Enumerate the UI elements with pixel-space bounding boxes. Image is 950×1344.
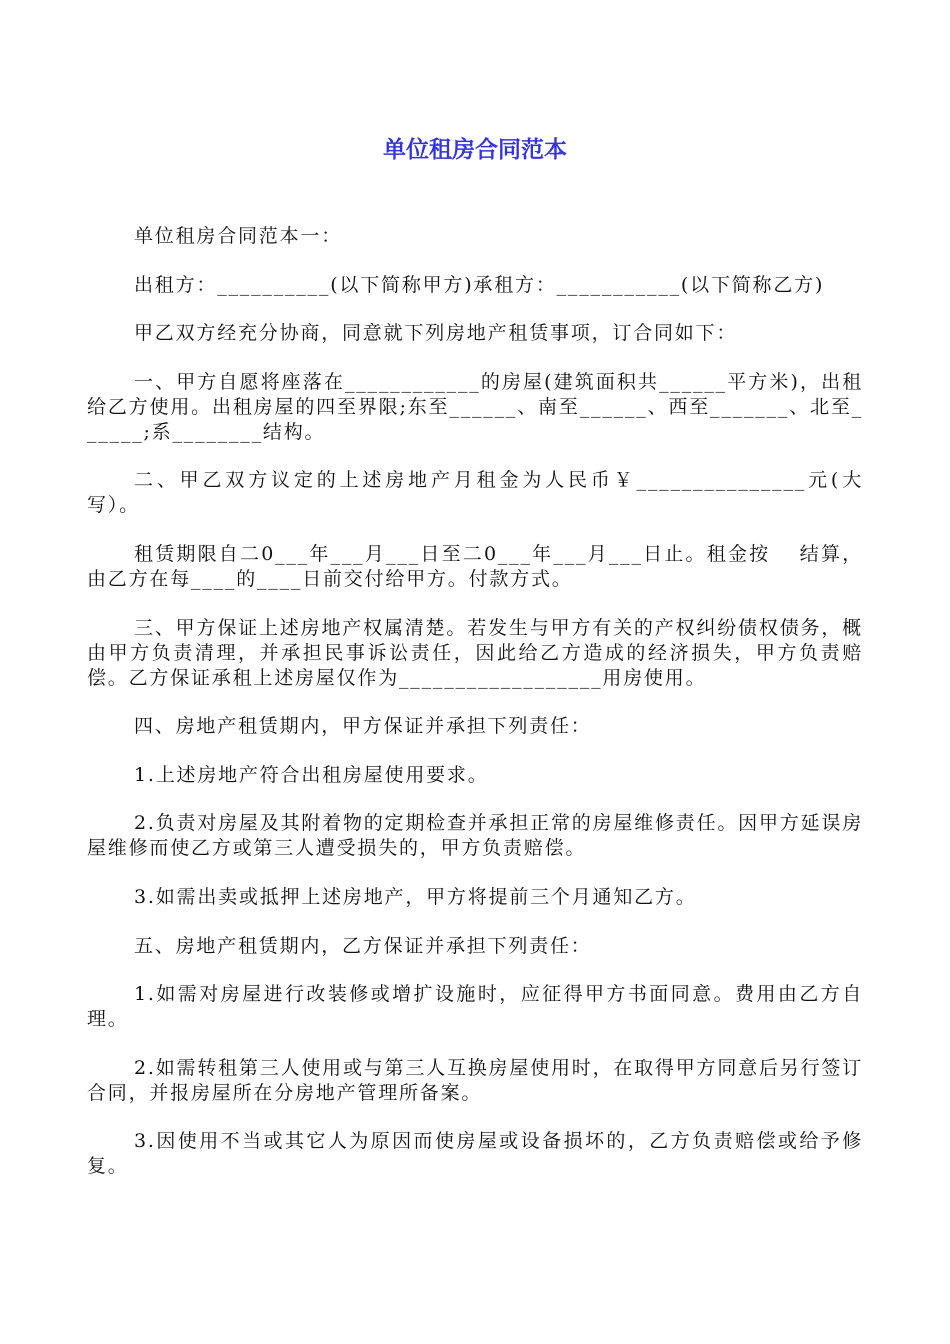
paragraph-clause-5-heading: 五、房地产租赁期内，乙方保证并承担下列责任： (134, 934, 592, 957)
paragraph-clause-5-item-2: 2.如需转租第三人使用或与第三人互换房屋使用时，在取得甲方同意后另行签订合同，并报房屋所在分房地产管理所备案。 (87, 1056, 863, 1104)
paragraph-agreement: 甲乙双方经充分协商，同意就下列房地产租赁事项，订合同如下： (134, 322, 738, 345)
paragraph-intro-heading: 单位租房合同范本一： (134, 225, 343, 247)
paragraph-parties: 出租方：__________(以下简称甲方)承租方：___________(以下简称乙方) (134, 273, 825, 296)
paragraph-lease-term: 租赁期限自二0___年___月___日至二0___年___月___日止。租金按 结算，由乙方在每____的____日前交付给甲方。付款方式。 (87, 542, 863, 590)
paragraph-clause-4-heading: 四、房地产租赁期内，甲方保证并承担下列责任： (134, 715, 592, 738)
paragraph-clause-5-item-3: 3.因使用不当或其它人为原因而使房屋或设备损坏的，乙方负责赔偿或给予修复。 (87, 1130, 863, 1178)
document-body (87, 224, 863, 1203)
paragraph-clause-4-item-3: 3.如需出卖或抵押上述房地产，甲方将提前三个月通知乙方。 (134, 885, 697, 908)
paragraph-clause-2: 二、甲乙双方议定的上述房地产月租金为人民币￥_______________元(大写）。 (87, 469, 863, 517)
paragraph-clause-5-item-1: 1.如需对房屋进行改装修或增扩设施时，应征得甲方书面同意。费用由乙方自理。 (87, 983, 863, 1031)
paragraph-clause-4-item-2: 2.负责对房屋及其附着物的定期检查并承担正常的房屋维修责任。因甲方延误房屋维修而使乙方或第三人遭受损失的，甲方负责赔偿。 (87, 812, 863, 860)
paragraph-clause-1: 一、甲方自愿将座落在____________的房屋(建筑面积共______平方米)，出租给乙方使用。出租房屋的四至界限;东至______、南至______、西至_______、北至______;系________结构。 (87, 370, 863, 443)
document-title: 单位租房合同范本 (383, 137, 567, 163)
paragraph-clause-3: 三、甲方保证上述房地产权属清楚。若发生与甲方有关的产权纠纷债权债务，概由甲方负责清理，并承担民事诉讼责任，因此给乙方造成的经济损失，甲方负责赔偿。乙方保证承租上述房屋仅作为__________________用房使用。 (87, 616, 863, 689)
paragraph-clause-4-item-1: 1.上述房地产符合出租房屋使用要求。 (134, 763, 489, 786)
